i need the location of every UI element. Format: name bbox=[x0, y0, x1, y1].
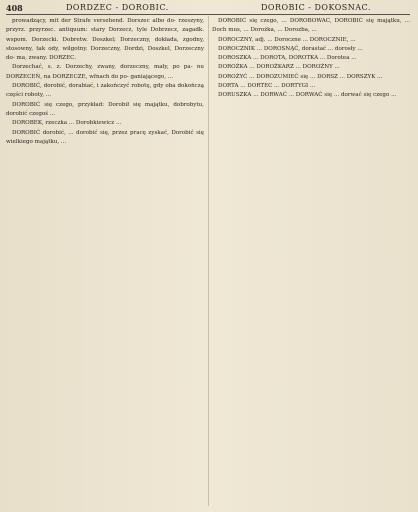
left-paragraph-4: DOROBIĆ się czego, przykład: Dorobił się majątku, dobrobytu, dorobić czegoś ... bbox=[6, 101, 204, 117]
right-paragraph-5: DOROŻKA ... DOROŻKARZ ... DOROŻNY ... bbox=[218, 64, 340, 71]
header-rule bbox=[6, 14, 410, 15]
right-paragraph-2: DOROCZNY, adj. ... Doroczne ... DOROCZNIE, ... bbox=[218, 36, 356, 43]
right-column bbox=[212, 17, 410, 509]
right-paragraph-8: DORUSZKA ... DORWAĆ ... DORWAĆ się ... dorwać się czego ... bbox=[218, 92, 397, 99]
left-paragraph-5: DOROBEK, rzeczka ... Dorobkiewicz ... bbox=[12, 120, 122, 127]
page-number: 408 bbox=[6, 3, 23, 13]
right-paragraph-6: DOROŻYĆ ... DOROZUMIEĆ się ... DORSZ ... DORSZYK ... bbox=[218, 73, 383, 80]
left-paragraph-1: prowadzący, mit der Strafe versehend. Dorszec albo do- rzeszyny, przyrz. przyrzec. antiquum: stary Dorzecz, tyle Dobrzecz, zagadk. wspom. Dorzecki. Dobretw. Doszkel; Dorzeczny, dokłada, zgodny, stosowny, tak ody, wilgotny. Dorzeczny, Dordzi, Doszkel, Dorzeczny do- ma, zwany. DORZEC. bbox=[6, 18, 204, 62]
left-paragraph-6: DOROBIĆ dorobić, ... dorobić się, przez pracę zyskać, Dorobić się wielkiego majątku, ... bbox=[6, 129, 204, 145]
right-paragraph-3: DOROCZNIK ... DOROSNĄĆ, dorastać ... dorosły ... bbox=[218, 45, 363, 52]
column-divider bbox=[208, 16, 209, 506]
left-paragraph-3: DOROBIĆ, dorobić, dorabiać, i zakończyć robotę, gdy oba dokończą części roboty, ... bbox=[6, 83, 204, 99]
right-running-title: DOROBIC - DOKOSNAC. bbox=[261, 3, 371, 12]
left-running-title: DORDZEC - DOROBIC. bbox=[66, 3, 169, 12]
right-paragraph-7: DORTA ... DORTEC ... DORTYGI ... bbox=[218, 83, 316, 90]
right-paragraph-1: DOROBIĆ się czego, ... DOROBOWAĆ, DOROBIĆ się majątku, ... Doch mus, ... Dorożka, ... Dorozba, ... bbox=[212, 18, 410, 34]
right-paragraph-4: DOROSZKA ... DOROTA, DOROTKA ... Dorotea ... bbox=[218, 55, 357, 62]
left-column bbox=[6, 17, 204, 509]
left-paragraph-2: Dorzechać, s. z. Dorzechy, zwany, dorzeczny, mały, po pa- nu DORZECEŃ, na DORZECZE, wfnach do po- ganiającego, ... bbox=[6, 64, 204, 80]
